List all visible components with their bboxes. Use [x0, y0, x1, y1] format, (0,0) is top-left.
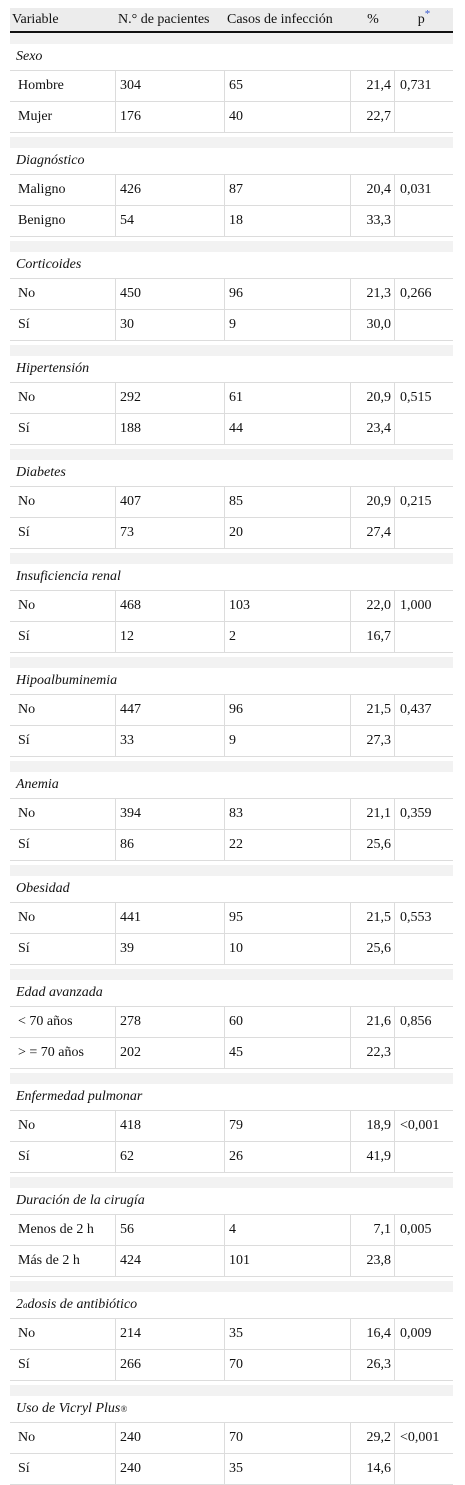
p-value-cell: 0,266: [400, 286, 432, 301]
cases-cell: 83: [225, 799, 351, 829]
table-row: [10, 414, 453, 445]
table-row: [10, 726, 453, 757]
patients-cell: 394: [116, 799, 225, 829]
header-cases: Casos de infección: [227, 11, 333, 27]
p-value-cell: 0,005: [400, 1222, 432, 1237]
patients-cell: 86: [116, 830, 225, 860]
row-label: No: [10, 1111, 116, 1141]
row-label: Sí: [10, 310, 116, 340]
spacer-band: [10, 657, 453, 668]
p-value-cell: 1,000: [400, 598, 432, 613]
cases-cell: 61: [225, 383, 351, 413]
percent-cell: 26,3: [351, 1350, 395, 1380]
group-row: [10, 252, 453, 279]
patients-cell: 426: [116, 175, 225, 205]
cases-cell: 87: [225, 175, 351, 205]
cases-cell: 26: [225, 1142, 351, 1172]
patients-cell: 447: [116, 695, 225, 725]
group-label: [10, 148, 453, 174]
group-row: [10, 1292, 453, 1319]
patients-cell: 214: [116, 1319, 225, 1349]
patients-cell: 240: [116, 1423, 225, 1453]
group-label-text: Edad avanzada: [16, 985, 103, 1000]
row-label: Sí: [10, 1350, 116, 1380]
patients-cell: 240: [116, 1454, 225, 1484]
p-value-cell: [395, 310, 453, 340]
group-label: [10, 460, 453, 486]
patients-cell: 266: [116, 1350, 225, 1380]
patients-cell: 304: [116, 71, 225, 101]
group-label: [10, 772, 453, 798]
table-row: [10, 487, 453, 518]
patients-cell: 176: [116, 102, 225, 132]
percent-cell: 22,7: [351, 102, 395, 132]
header-p: [395, 8, 453, 31]
p-value-cell: [395, 1038, 453, 1068]
percent-cell: 18,9: [351, 1111, 395, 1141]
cases-cell: 9: [225, 726, 351, 756]
group-label-text: Hipoalbuminemia: [16, 673, 118, 688]
spacer-band: [10, 449, 453, 460]
patients-cell: 450: [116, 279, 225, 309]
table-row: [10, 934, 453, 965]
group-label: [10, 564, 453, 590]
cases-cell: 22: [225, 830, 351, 860]
p-value-cell: [395, 726, 453, 756]
group-label-text: Corticoides: [16, 257, 82, 272]
header-p-label: p: [417, 11, 425, 27]
group-label: [10, 1396, 453, 1422]
p-value-cell: [395, 1350, 453, 1380]
row-label: Sí: [10, 1454, 116, 1484]
group-label: [10, 668, 453, 694]
p-value-cell: [395, 102, 453, 132]
percent-cell: 7,1: [351, 1215, 395, 1245]
patients-cell: 468: [116, 591, 225, 621]
group-label-text: Enfermedad pulmonar: [16, 1089, 143, 1104]
table-row: [10, 279, 453, 310]
p-value-cell: 0,553: [400, 910, 432, 925]
patients-cell: 418: [116, 1111, 225, 1141]
patients-cell: 33: [116, 726, 225, 756]
cases-cell: 4: [225, 1215, 351, 1245]
row-label: No: [10, 383, 116, 413]
patients-cell: 12: [116, 622, 225, 652]
group-label-prefix: 2: [16, 1297, 23, 1312]
percent-cell: 21,4: [351, 71, 395, 101]
spacer-band: [10, 553, 453, 564]
cases-cell: 35: [225, 1454, 351, 1484]
spacer-band: [10, 761, 453, 772]
cases-cell: 85: [225, 487, 351, 517]
row-label: No: [10, 279, 116, 309]
spacer-band: [10, 1281, 453, 1292]
p-value-cell: 0,215: [400, 494, 432, 509]
table-row: [10, 830, 453, 861]
row-label: Mujer: [10, 102, 116, 132]
patients-cell: 73: [116, 518, 225, 548]
percent-cell: 22,3: [351, 1038, 395, 1068]
group-label: [10, 980, 453, 1006]
p-value-cell: [395, 830, 453, 860]
row-label: Más de 2 h: [10, 1246, 116, 1276]
table-row: [10, 1319, 453, 1350]
group-row: [10, 668, 453, 695]
percent-cell: 21,6: [351, 1007, 395, 1037]
row-label: Sí: [10, 726, 116, 756]
row-label: Hombre: [10, 71, 116, 101]
table-row: [10, 71, 453, 102]
patients-cell: 54: [116, 206, 225, 236]
group-row: [10, 148, 453, 175]
group-row: [10, 772, 453, 799]
table-row: [10, 1142, 453, 1173]
table-row: [10, 1246, 453, 1277]
group-label-text: Duración de la cirugía: [16, 1193, 145, 1208]
percent-cell: 23,8: [351, 1246, 395, 1276]
p-value-cell: 0,515: [400, 390, 432, 405]
row-label: Benigno: [10, 206, 116, 236]
p-value-cell: [395, 1142, 453, 1172]
table-row: [10, 518, 453, 549]
cases-cell: 20: [225, 518, 351, 548]
patients-cell: 188: [116, 414, 225, 444]
cases-cell: 18: [225, 206, 351, 236]
group-label: [10, 876, 453, 902]
table-row: [10, 1215, 453, 1246]
p-value-cell: [395, 1454, 453, 1484]
cases-cell: 96: [225, 695, 351, 725]
row-label: Maligno: [10, 175, 116, 205]
group-label: [10, 356, 453, 382]
table-header: [10, 8, 453, 33]
row-label: No: [10, 799, 116, 829]
group-row: [10, 356, 453, 383]
group-row: [10, 1084, 453, 1111]
spacer-band: [10, 241, 453, 252]
percent-cell: 25,6: [351, 934, 395, 964]
table-row: [10, 383, 453, 414]
cases-cell: 2: [225, 622, 351, 652]
row-label: Sí: [10, 622, 116, 652]
patients-cell: 56: [116, 1215, 225, 1245]
cases-cell: 40: [225, 102, 351, 132]
table-row: [10, 799, 453, 830]
row-label: No: [10, 487, 116, 517]
patients-cell: 292: [116, 383, 225, 413]
p-value-cell: 0,009: [400, 1326, 432, 1341]
percent-cell: 20,9: [351, 383, 395, 413]
group-label-text: Anemia: [16, 777, 59, 792]
group-label-sup: a: [23, 1300, 28, 1310]
percent-cell: 21,3: [351, 279, 395, 309]
table-row: [10, 1007, 453, 1038]
spacer-band: [10, 137, 453, 148]
cases-cell: 96: [225, 279, 351, 309]
p-value-cell: 0,856: [400, 1014, 432, 1029]
group-row: [10, 876, 453, 903]
group-label: [10, 44, 453, 70]
percent-cell: 23,4: [351, 414, 395, 444]
group-label-sup: ®: [120, 1404, 128, 1414]
spacer-band: [10, 33, 453, 44]
row-label: No: [10, 1423, 116, 1453]
group-label: [10, 1188, 453, 1214]
spacer-band: [10, 1177, 453, 1188]
row-label: No: [10, 591, 116, 621]
spacer-band: [10, 345, 453, 356]
row-label: No: [10, 903, 116, 933]
patients-cell: 30: [116, 310, 225, 340]
p-value-cell: <0,001: [400, 1118, 440, 1133]
p-value-cell: 0,031: [400, 182, 432, 197]
cases-cell: 70: [225, 1423, 351, 1453]
group-label-text: Hipertensión: [16, 361, 90, 376]
footnote-link[interactable]: *: [424, 7, 431, 20]
percent-cell: 21,5: [351, 903, 395, 933]
percent-cell: 27,4: [351, 518, 395, 548]
group-label-text: Diabetes: [16, 465, 66, 480]
group-label: [10, 1292, 453, 1318]
row-label: Sí: [10, 518, 116, 548]
group-row: [10, 980, 453, 1007]
cases-cell: 101: [225, 1246, 351, 1276]
percent-cell: 20,9: [351, 487, 395, 517]
percent-cell: 27,3: [351, 726, 395, 756]
table-row: [10, 903, 453, 934]
table-row: [10, 206, 453, 237]
patients-cell: 424: [116, 1246, 225, 1276]
group-row: [10, 1188, 453, 1215]
header-variable: Variable: [12, 11, 59, 27]
row-label: < 70 años: [10, 1007, 116, 1037]
row-label: Menos de 2 h: [10, 1215, 116, 1245]
percent-cell: 25,6: [351, 830, 395, 860]
patients-cell: 441: [116, 903, 225, 933]
p-value-cell: 0,359: [400, 806, 432, 821]
spacer-band: [10, 969, 453, 980]
p-value-cell: [395, 414, 453, 444]
group-row: [10, 564, 453, 591]
p-value-cell: [395, 1246, 453, 1276]
group-label: [10, 252, 453, 278]
table-row: [10, 1350, 453, 1381]
row-label: > = 70 años: [10, 1038, 116, 1068]
table-row: [10, 1038, 453, 1069]
spacer-band: [10, 1385, 453, 1396]
patients-cell: 202: [116, 1038, 225, 1068]
group-label-text: Obesidad: [16, 881, 70, 896]
group-row: [10, 1396, 453, 1423]
cases-cell: 95: [225, 903, 351, 933]
cases-cell: 45: [225, 1038, 351, 1068]
percent-cell: 16,4: [351, 1319, 395, 1349]
spacer-band: [10, 865, 453, 876]
group-label: [10, 1084, 453, 1110]
p-value-cell: [395, 622, 453, 652]
group-label-text: Diagnóstico: [16, 153, 85, 168]
cases-cell: 35: [225, 1319, 351, 1349]
row-label: Sí: [10, 414, 116, 444]
table-row: [10, 310, 453, 341]
table-row: [10, 622, 453, 653]
p-value-cell: <0,001: [400, 1430, 440, 1445]
group-row: [10, 44, 453, 71]
p-value-cell: [395, 934, 453, 964]
p-value-cell: 0,731: [400, 78, 432, 93]
cases-cell: 10: [225, 934, 351, 964]
group-label-text: Insuficiencia renal: [16, 569, 121, 584]
row-label: No: [10, 1319, 116, 1349]
p-value-cell: 0,437: [400, 702, 432, 717]
percent-cell: 41,9: [351, 1142, 395, 1172]
cases-cell: 9: [225, 310, 351, 340]
table-row: [10, 175, 453, 206]
p-value-cell: [395, 206, 453, 236]
table-row: [10, 695, 453, 726]
table-row: [10, 1454, 453, 1485]
group-label-text: dosis de antibiótico: [27, 1297, 138, 1312]
row-label: Sí: [10, 830, 116, 860]
row-label: Sí: [10, 934, 116, 964]
group-row: [10, 460, 453, 487]
patients-cell: 62: [116, 1142, 225, 1172]
cases-cell: 60: [225, 1007, 351, 1037]
spacer-band: [10, 1073, 453, 1084]
p-value-cell: [395, 518, 453, 548]
percent-cell: 29,2: [351, 1423, 395, 1453]
header-patients: N.° de pacientes: [118, 11, 210, 27]
cases-cell: 70: [225, 1350, 351, 1380]
table-row: [10, 102, 453, 133]
patients-cell: 407: [116, 487, 225, 517]
percent-cell: 20,4: [351, 175, 395, 205]
percent-cell: 21,5: [351, 695, 395, 725]
table-row: [10, 591, 453, 622]
table-row: [10, 1423, 453, 1454]
percent-cell: 14,6: [351, 1454, 395, 1484]
group-label-text: Sexo: [16, 49, 43, 64]
percent-cell: 30,0: [351, 310, 395, 340]
row-label: No: [10, 695, 116, 725]
percent-cell: 21,1: [351, 799, 395, 829]
row-label: Sí: [10, 1142, 116, 1172]
cases-cell: 44: [225, 414, 351, 444]
patients-cell: 39: [116, 934, 225, 964]
cases-cell: 79: [225, 1111, 351, 1141]
patients-cell: 278: [116, 1007, 225, 1037]
percent-cell: 16,7: [351, 622, 395, 652]
cases-cell: 103: [225, 591, 351, 621]
group-label-text: Uso de Vicryl Plus: [16, 1401, 121, 1416]
table-row: [10, 1111, 453, 1142]
cases-cell: 65: [225, 71, 351, 101]
header-percent: %: [367, 11, 379, 27]
percent-cell: 22,0: [351, 591, 395, 621]
percent-cell: 33,3: [351, 206, 395, 236]
